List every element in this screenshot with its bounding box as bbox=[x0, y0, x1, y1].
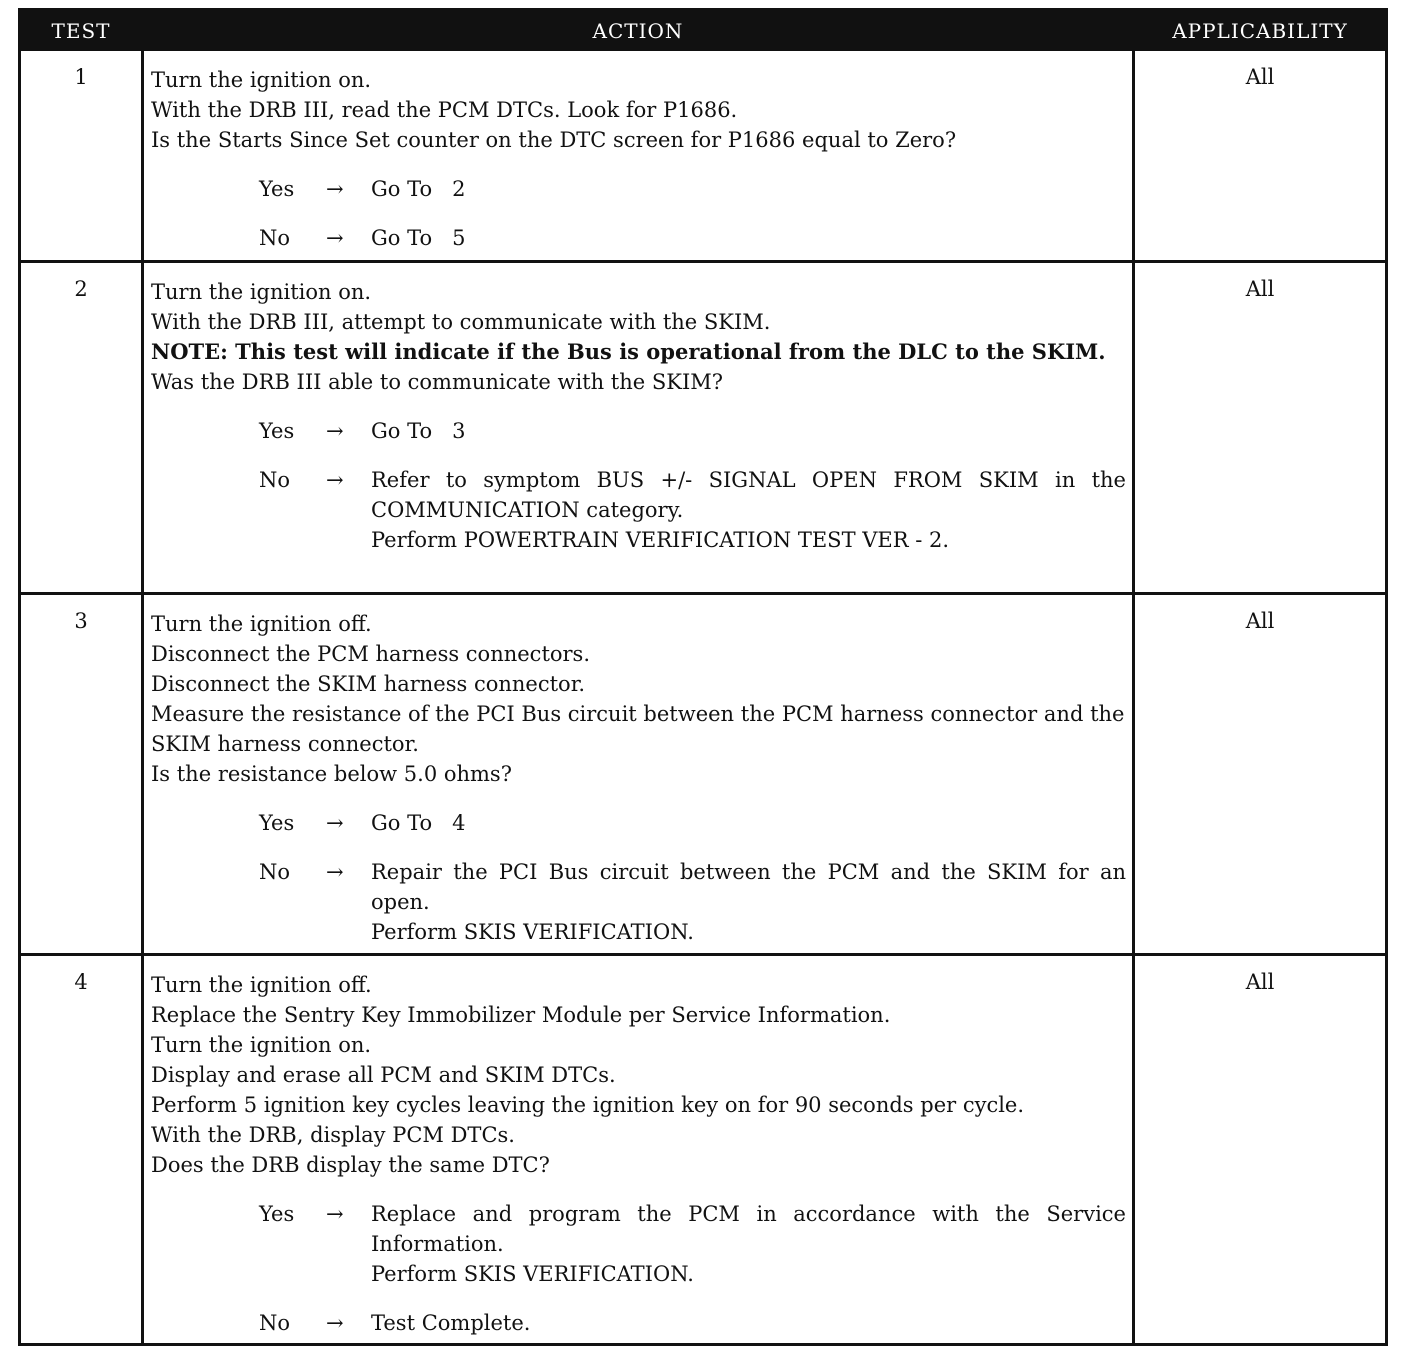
result-line: Perform SKIS VERIFICATION. bbox=[371, 1262, 694, 1286]
arrow-icon: → bbox=[326, 860, 344, 884]
arrow-icon: → bbox=[326, 419, 344, 443]
test-row-1 bbox=[21, 51, 1385, 263]
action-line: With the DRB III, read the PCM DTCs. Look for P1686. bbox=[151, 98, 738, 122]
note-text: NOTE: This test will indicate if the Bus is operational from the DLC to the SKIM. bbox=[151, 339, 1106, 364]
header-applicability: APPLICABILITY bbox=[1172, 19, 1348, 43]
table-header bbox=[21, 11, 1385, 51]
applicability-cell: All bbox=[1245, 609, 1275, 633]
action-line: Display and erase all PCM and SKIM DTCs. bbox=[151, 1063, 616, 1087]
arrow-icon: → bbox=[326, 1202, 344, 1226]
result-line: Test Complete. bbox=[371, 1311, 531, 1335]
action-line: Turn the ignition on. bbox=[151, 1033, 372, 1057]
action-line: Disconnect the PCM harness connectors. bbox=[151, 642, 591, 666]
header-test: TEST bbox=[51, 19, 111, 43]
action-line: Perform 5 ignition key cycles leaving the ignition key on for 90 seconds per cycle. bbox=[151, 1093, 1025, 1117]
action-line: Turn the ignition on. bbox=[151, 280, 372, 304]
arrow-icon: → bbox=[326, 226, 344, 250]
test-row-2 bbox=[21, 260, 1385, 595]
no-label: No bbox=[259, 468, 291, 492]
applicability-cell: All bbox=[1245, 277, 1275, 301]
no-answer bbox=[151, 1308, 1126, 1338]
applicability-cell: All bbox=[1245, 970, 1275, 994]
test-number: 2 bbox=[74, 277, 88, 301]
test-row-3 bbox=[21, 592, 1385, 956]
action-line: With the DRB, display PCM DTCs. bbox=[151, 1123, 515, 1147]
result-line: Go To 2 bbox=[371, 177, 466, 201]
yes-label: Yes bbox=[259, 419, 295, 443]
action-line: Measure the resistance of the PCI Bus circuit between the PCM harness connector and the SKIM harness connector. bbox=[151, 702, 1125, 756]
action-line: Turn the ignition off. bbox=[151, 612, 372, 636]
action-line: Disconnect the SKIM harness connector. bbox=[151, 672, 586, 696]
yes-answer bbox=[151, 174, 1126, 204]
action-line: Does the DRB display the same DTC? bbox=[151, 1153, 550, 1177]
header-action: ACTION bbox=[592, 19, 684, 43]
yes-answer bbox=[151, 1199, 1126, 1289]
arrow-icon: → bbox=[326, 468, 344, 492]
action-line: Is the resistance below 5.0 ohms? bbox=[151, 762, 512, 786]
result-line: Go To 4 bbox=[371, 811, 466, 835]
result-line: Refer to symptom BUS +/- SIGNAL OPEN FROM SKIM in the COMMUNICATION category. bbox=[371, 468, 1126, 522]
no-answer bbox=[151, 465, 1126, 555]
applicability-cell: All bbox=[1245, 65, 1275, 89]
action-line: With the DRB III, attempt to communicate with the SKIM. bbox=[151, 310, 771, 334]
diagnostic-test-table bbox=[18, 8, 1388, 1346]
result-line: Go To 3 bbox=[371, 419, 466, 443]
test-number: 1 bbox=[74, 65, 88, 89]
arrow-icon: → bbox=[326, 177, 344, 201]
result-line: Go To 5 bbox=[371, 226, 466, 250]
action-line: Turn the ignition on. bbox=[151, 68, 372, 92]
result-line: Repair the PCI Bus circuit between the PCM and the SKIM for an open. bbox=[371, 860, 1126, 914]
test-number: 4 bbox=[74, 970, 88, 994]
yes-label: Yes bbox=[259, 1202, 295, 1226]
no-label: No bbox=[259, 1311, 291, 1335]
arrow-icon: → bbox=[326, 811, 344, 835]
yes-answer bbox=[151, 808, 1126, 838]
action-cell bbox=[151, 970, 1126, 1338]
result-line: Replace and program the PCM in accordance with the Service Information. bbox=[371, 1202, 1126, 1256]
action-cell bbox=[151, 277, 1126, 555]
result-line: Perform POWERTRAIN VERIFICATION TEST VER - 2. bbox=[371, 528, 950, 552]
arrow-icon: → bbox=[326, 1311, 344, 1335]
result-line: Perform SKIS VERIFICATION. bbox=[371, 920, 694, 944]
action-line: Replace the Sentry Key Immobilizer Module per Service Information. bbox=[151, 1003, 891, 1027]
yes-label: Yes bbox=[259, 177, 295, 201]
action-line: Is the Starts Since Set counter on the DTC screen for P1686 equal to Zero? bbox=[151, 128, 957, 152]
no-label: No bbox=[259, 226, 291, 250]
no-answer bbox=[151, 857, 1126, 947]
test-number: 3 bbox=[74, 609, 88, 633]
yes-label: Yes bbox=[259, 811, 295, 835]
action-cell bbox=[151, 65, 1126, 253]
action-question: Was the DRB III able to communicate with the SKIM? bbox=[151, 370, 724, 394]
action-line: Turn the ignition off. bbox=[151, 973, 372, 997]
no-answer bbox=[151, 223, 1126, 253]
action-cell bbox=[151, 609, 1126, 947]
yes-answer bbox=[151, 416, 1126, 446]
test-row-4 bbox=[21, 953, 1385, 1343]
no-label: No bbox=[259, 860, 291, 884]
